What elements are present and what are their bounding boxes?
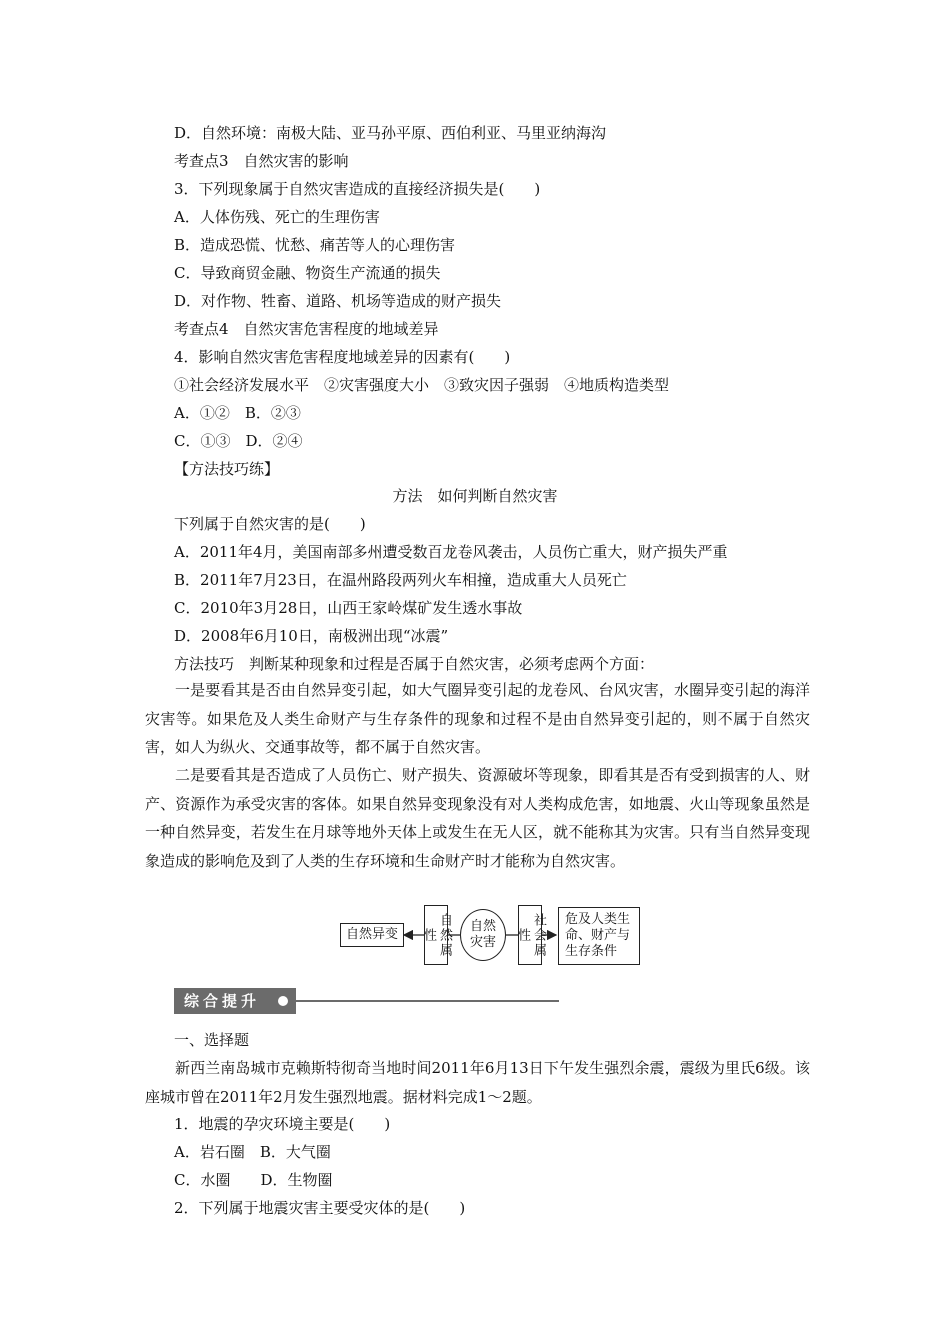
box-natural-attribute: 自然属性 [424, 905, 448, 965]
paragraph: 新西兰南岛城市克赖斯特彻奇当地时间2011年6月13日下午发生强烈余震，震级为里氏6级。该座城市曾在2011年2月发生强烈地震。据材料完成1～2题。 [145, 1059, 810, 1106]
option-a: A．人体伤残、死亡的生理伤害 [174, 208, 380, 226]
option-d: D．2008年6月10日，南极洲出现“冰震” [174, 627, 449, 645]
box-natural-change: 自然异变 [340, 923, 404, 947]
section-heading: 考查点3 自然灾害的影响 [174, 152, 349, 170]
option-c: C．导致商贸金融、物资生产流通的损失 [174, 264, 441, 282]
option-row: C．水圈 D．生物圈 [174, 1171, 333, 1189]
question: 下列属于自然灾害的是( ) [174, 515, 366, 533]
option-row: C．①③ D．②④ [174, 432, 303, 450]
method-title: 方法 如何判断自然灾害 [392, 487, 558, 505]
circle-natural-disaster: 自然灾害 [460, 909, 506, 961]
paragraph: 二是要看其是否造成了人员伤亡、财产损失、资源破坏等现象，即看其是否有受到损害的人、财产、资源作为承受灾害的客体。如果自然异变现象没有对人类构成危害，如地震、火山等现象虽然是一种自然异变，若发生在月球等地外天体上或发生在无人区，就不能称其为灾害。只有当自然异变现象造成的影响危及到了人类的生存环境和生命财产时才能称为自然灾害。 [145, 766, 810, 870]
option-a: A．2011年4月，美国南部多州遭受数百龙卷风袭击，人员伤亡重大，财产损失严重 [174, 543, 728, 561]
question-4: 4．影响自然灾害危害程度地域差异的因素有( ) [174, 348, 511, 366]
option-d: D．对作物、牲畜、道路、机场等造成的财产损失 [174, 292, 502, 310]
banner-title: 综合提升 [174, 988, 296, 1014]
option-row: A．岩石圈 B．大气圈 [174, 1143, 331, 1161]
box-social-attribute: 社会属性 [518, 905, 542, 965]
section-heading: 考查点4 自然灾害危害程度的地域差异 [174, 320, 439, 338]
question-3: 3．下列现象属于自然灾害造成的直接经济损失是( ) [174, 180, 541, 198]
method-tip: 方法技巧 判断某种现象和过程是否属于自然灾害，必须考虑两个方面： [174, 655, 655, 673]
divider [296, 1000, 559, 1002]
section-heading: 一、选择题 [174, 1031, 250, 1049]
option-b: B．2011年7月23日，在温州路段两列火车相撞，造成重大人员死亡 [174, 571, 627, 589]
section-banner [174, 988, 559, 1014]
bullet-icon [278, 996, 288, 1006]
text-line: D．自然环境：南极大陆、亚马孙平原、西伯利亚、马里亚纳海沟 [174, 124, 607, 142]
question-2: 2．下列属于地震灾害主要受灾体的是( ) [174, 1199, 466, 1217]
box-endanger-human: 危及人类生命、财产与生存条件 [558, 907, 640, 965]
option-c: C．2010年3月28日，山西王家岭煤矿发生透水事故 [174, 599, 523, 617]
section-label: 【方法技巧练】 [174, 460, 280, 478]
question-4-items: ①社会经济发展水平 ②灾害强度大小 ③致灾因子强弱 ④地质构造类型 [174, 376, 670, 394]
flow-diagram [340, 905, 640, 969]
option-b: B．造成恐慌、忧愁、痛苦等人的心理伤害 [174, 236, 456, 254]
paragraph: 一是要看其是否由自然异变引起，如大气圈异变引起的龙卷风、台风灾害，水圈异变引起的海洋灾害等。如果危及人类生命财产与生存条件的现象和过程不是由自然异变引起的，则不属于自然灾害，如人为纵火、交通事故等，都不属于自然灾害。 [145, 681, 810, 756]
question-1: 1．地震的孕灾环境主要是( ) [174, 1115, 391, 1133]
option-row: A．①② B．②③ [174, 404, 301, 422]
